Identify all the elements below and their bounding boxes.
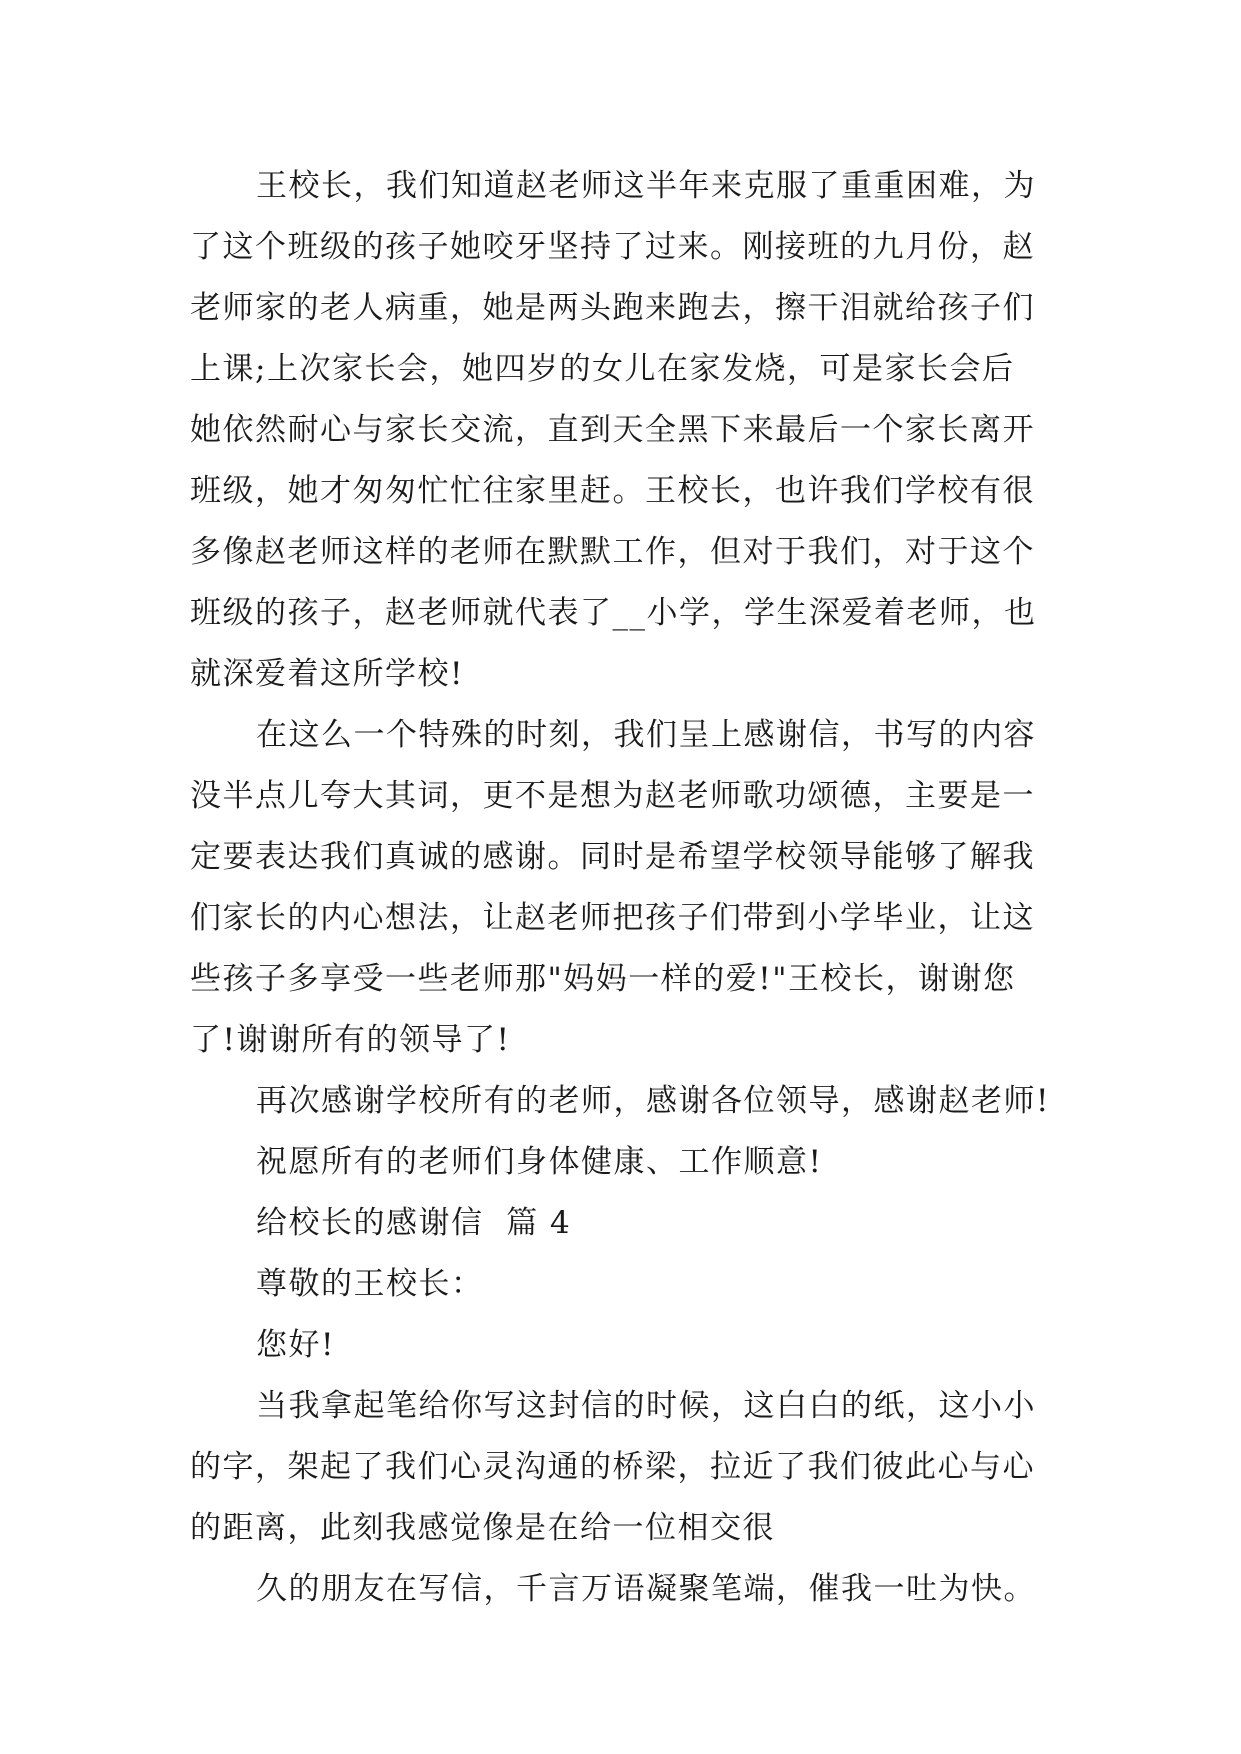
paragraph-3-line-2: 的字，架起了我们心灵沟通的桥梁，拉近了我们彼此心与心 (190, 1449, 1035, 1485)
paragraph-1-line-3: 老师家的老人病重，她是两头跑来跑去，擦干泪就给孩子们 (190, 290, 1035, 326)
paragraph-4-line-1: 久的朋友在写信，千言万语凝聚笔端，催我一吐为快。 (256, 1571, 1036, 1607)
paragraph-2-line-2: 没半点儿夸大其词，更不是想为赵老师歌功颂德，主要是一 (190, 778, 1035, 814)
paragraph-3-line-3: 的距离，此刻我感觉像是在给一位相交很 (190, 1510, 775, 1546)
greeting: 您好! (256, 1327, 335, 1363)
paragraph-2-line-5: 些孩子多享受一些老师那"妈妈一样的爱!"王校长，谢谢您 (190, 961, 1016, 997)
paragraph-1-line-4: 上课;上次家长会，她四岁的女儿在家发烧，可是家长会后 (190, 351, 1015, 387)
thanks-line: 再次感谢学校所有的老师，感谢各位领导，感谢赵老师! (256, 1083, 1050, 1119)
section-title: 给校长的感谢信 篇 4 (256, 1205, 572, 1241)
paragraph-1-line-7: 多像赵老师这样的老师在默默工作，但对于我们，对于这个 (190, 534, 1035, 570)
paragraph-1-line-6: 班级，她才匆匆忙忙往家里赶。王校长，也许我们学校有很 (190, 473, 1035, 509)
paragraph-3-line-1: 当我拿起笔给你写这封信的时候，这白白的纸，这小小 (256, 1388, 1036, 1424)
paragraph-1-line-2: 了这个班级的孩子她咬牙坚持了过来。刚接班的九月份，赵 (190, 229, 1035, 265)
paragraph-2-line-4: 们家长的内心想法，让赵老师把孩子们带到小学毕业，让这 (190, 900, 1035, 936)
paragraph-1-line-1: 王校长，我们知道赵老师这半年来克服了重重困难，为 (256, 168, 1036, 204)
wish-line: 祝愿所有的老师们身体健康、工作顺意! (256, 1144, 823, 1180)
paragraph-1-line-9: 就深爱着这所学校! (190, 656, 464, 692)
paragraph-1-line-8: 班级的孩子，赵老师就代表了__小学，学生深爱着老师，也 (190, 595, 1037, 631)
paragraph-2-line-1: 在这么一个特殊的时刻，我们呈上感谢信，书写的内容 (256, 717, 1036, 753)
salutation: 尊敬的王校长： (256, 1266, 484, 1302)
paragraph-1-line-5: 她依然耐心与家长交流，直到天全黑下来最后一个家长离开 (190, 412, 1035, 448)
paragraph-2-line-3: 定要表达我们真诚的感谢。同时是希望学校领导能够了解我 (190, 839, 1035, 875)
paragraph-2-line-6: 了!谢谢所有的领导了! (190, 1022, 511, 1058)
